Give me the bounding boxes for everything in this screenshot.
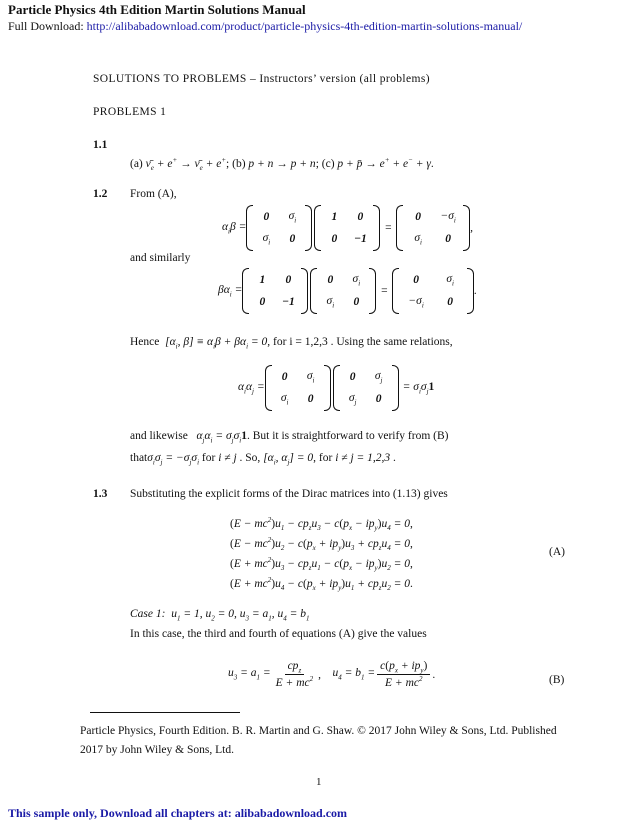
- that-line: $that\sigma_i\sigma_j = -\sigma_j\sigma_i$ for i ≠ j . So, [$\alpha_i$, $\alpha_j] = 0$, for i ≠ j = 1,2,3 .: [130, 452, 396, 467]
- likewise-line: and likewise $\alpha_j\alpha_i = \sigma_j\sigma_i1$. But it is straightforward to verify from (B): [130, 430, 449, 445]
- document-heading: SOLUTIONS TO PROBLEMS – Instructors’ version (all problems): [93, 73, 430, 85]
- problem-1-1-reactions: (a) $\nū_e + e^+$ → $\nū_e + e^+$; (b) p + n → p + n; (c) p + p̄ → e+ + e− + γ.: [130, 156, 434, 173]
- equation-label-a: (A): [549, 546, 565, 558]
- dirac-equation-1: $(E - mc^2)u_1 - cp_zu_3 - c(p_x - ip_y)u_4 = 0$,: [230, 516, 413, 533]
- dirac-equation-4: $(E + mc^2)u_4 - c(p_x + ip_y)u_1 + cp_zu_2 = 0$.: [230, 576, 413, 593]
- problem-1-1-number: 1.1: [93, 139, 108, 151]
- problem-1-2-intro: From (A),: [130, 188, 177, 200]
- and-similarly-text: and similarly: [130, 252, 191, 264]
- download-banner[interactable]: This sample only, Download all chapters at: alibabadownload.com: [8, 806, 348, 820]
- problem-1-2-number: 1.2: [93, 188, 108, 200]
- dirac-equations: [230, 516, 413, 596]
- problem-1-3-number: 1.3: [93, 488, 108, 500]
- page-header-title: Particle Physics 4th Edition Martin Solutions Manual: [8, 2, 306, 17]
- matrix-equation-3: $\alpha_i\alpha_j$ = 0 $\sigma_i$ $\sigma_i$ 0 0 $\sigma_j$ $\sigma_j$ 0 = $\sigma_i\sigma_j1$: [238, 365, 434, 411]
- page-number: 1: [316, 776, 322, 788]
- download-link[interactable]: http://alibabadownload.com/product/particle-physics-4th-edition-martin-solutions-manual/: [86, 19, 523, 33]
- case-1-text: In this case, the third and fourth of equations (A) give the values: [130, 628, 427, 640]
- matrix-equation-1: $\alpha_i\beta$ = 0 $\sigma_i$ $\sigma_i$ 0 1 0 0 −1 = 0 $-\sigma_i$ $\sigma_i$ 0 ,: [222, 205, 473, 251]
- dirac-equation-3: $(E + mc^2)u_3 - cp_zu_1 - c(p_x - ip_y)u_2 = 0$,: [230, 556, 413, 573]
- matrix-equation-2: $\beta\alpha_i$ = 1 0 0 −1 0 $\sigma_i$ $\sigma_i$ 0 = 0 $\sigma_i$ $-\sigma_i$ 0 .: [218, 268, 477, 314]
- section-heading: PROBLEMS 1: [93, 106, 167, 118]
- case-1-line: Case 1: $u_1 = 1$, $u_2 = 0$, $u_3 = a_1$, $u_4 = b_1$: [130, 608, 310, 623]
- dirac-equation-2: $(E - mc^2)u_2 - c(p_x + ip_y)u_3 + cp_zu_4 = 0$,: [230, 536, 413, 553]
- footnote-rule: [90, 712, 240, 713]
- equation-label-b: (B): [549, 674, 565, 686]
- hence-line: Hence [$\alpha_i$, $\beta] \equiv \alpha_i\beta + \beta\alpha_i = 0$, for i = 1,2,3 . Using the same relations,: [130, 336, 453, 351]
- footnote: Particle Physics, Fourth Edition. B. R. Martin and G. Shaw. © 2017 John Wiley & Sons, Ltd. Published 2017 by John Wiley & Sons, Ltd.: [80, 725, 557, 756]
- problem-1-3-intro: Substituting the explicit forms of the Dirac matrices into (1.13) gives: [130, 488, 448, 500]
- download-prefix: Full Download:: [8, 19, 87, 33]
- case-1-solution: $u_3 = a_1$ = $\frac{cp_z}{E + mc^2}$ , $u_4 = b_1$ = $\frac{c(p_x + ip_y)}{E + mc^2}$ .: [228, 660, 436, 690]
- download-line: [8, 19, 522, 34]
